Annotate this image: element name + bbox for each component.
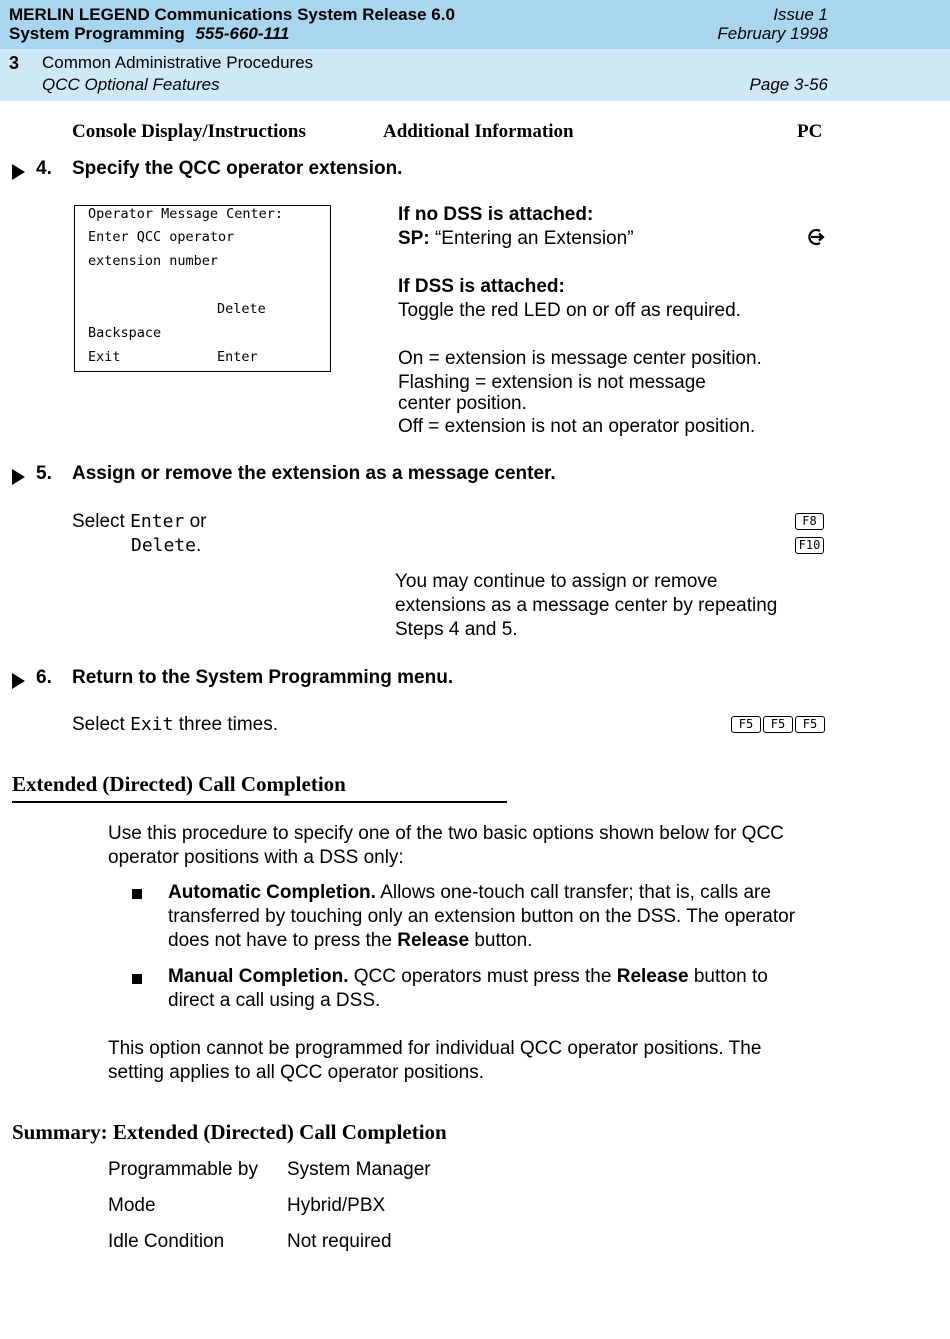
step-arrow-icon xyxy=(12,469,25,485)
step5-number: 5. xyxy=(36,463,52,484)
extended-note-2: setting applies to all QCC operator positions. xyxy=(108,1062,484,1083)
led-flashing-text-2: center position. xyxy=(398,393,527,414)
enter-option[interactable]: Enter xyxy=(130,511,185,532)
extended-note-1: This option cannot be programmed for individual QCC operator positions. The xyxy=(108,1038,762,1059)
doc-subtitle xyxy=(9,24,289,44)
chapter-number: 3 xyxy=(9,53,20,73)
step5-note-2: extensions as a message center by repeating xyxy=(395,595,778,616)
step4-title: Specify the QCC operator extension. xyxy=(72,158,403,179)
led-off-text: Off = extension is not an operator position. xyxy=(398,416,756,437)
auto-completion-line1 xyxy=(168,881,771,905)
console-display-screen xyxy=(74,205,331,372)
sp-reference xyxy=(398,227,634,251)
step-arrow-icon xyxy=(12,164,25,180)
screen-backspace-option[interactable]: Backspace xyxy=(88,325,162,341)
column-console-heading: Console Display/Instructions xyxy=(72,121,306,142)
screen-line3: extension number xyxy=(88,253,219,269)
auto-completion-text3a: does not have to press the xyxy=(168,930,392,951)
summary-label: Programmable by xyxy=(108,1159,258,1180)
chapter-title: Common Administrative Procedures xyxy=(42,53,314,72)
step6-number: 6. xyxy=(36,667,52,688)
period: . xyxy=(196,535,202,556)
f5-key[interactable]: F5 xyxy=(795,716,825,733)
led-on-text: On = extension is message center position. xyxy=(398,348,762,369)
summary-label: Mode xyxy=(108,1195,156,1216)
extended-intro-1: Use this procedure to specify one of the two basic options shown below for QCC xyxy=(108,823,784,844)
sp-label: SP: xyxy=(398,228,430,249)
auto-completion-text2: transferred by touching only an extension button on the DSS. The operator xyxy=(168,906,796,927)
dss-heading: If DSS is attached: xyxy=(398,276,565,297)
screen-delete-option[interactable]: Delete xyxy=(217,301,266,317)
exit-option[interactable]: Exit xyxy=(130,714,174,735)
or-word: or xyxy=(189,511,207,532)
release-button-term: Release xyxy=(616,966,689,987)
summary-heading: Summary: Extended (Directed) Call Completion xyxy=(12,1120,447,1144)
manual-completion-text1b: button to xyxy=(693,966,768,987)
step4-number: 4. xyxy=(36,158,52,179)
step-arrow-icon xyxy=(12,673,25,689)
sp-text: “Entering an Extension” xyxy=(434,228,634,249)
step5-title: Assign or remove the extension as a message center. xyxy=(72,463,556,484)
screen-exit-option[interactable]: Exit xyxy=(88,349,121,365)
screen-line2: Enter QCC operator xyxy=(88,229,235,245)
manual-completion-line1 xyxy=(168,965,768,989)
auto-completion-text1: Allows one-touch call transfer; that is, calls are xyxy=(380,882,771,903)
page-number: Page 3-56 xyxy=(749,75,828,94)
step5-note-3: Steps 4 and 5. xyxy=(395,619,518,640)
doc-title: MERLIN LEGEND Communications System Release 6.0 xyxy=(9,5,455,24)
f5-key[interactable]: F5 xyxy=(731,716,761,733)
select-word: Select xyxy=(72,511,125,532)
f10-key[interactable]: F10 xyxy=(795,537,824,554)
f5-key[interactable]: F5 xyxy=(763,716,793,733)
doc-subtitle-text: System Programming xyxy=(9,24,185,43)
manual-completion-text1a: QCC operators must press the xyxy=(353,966,612,987)
auto-completion-text3b: button. xyxy=(474,930,533,951)
dss-text: Toggle the red LED on or off as required. xyxy=(398,300,741,321)
summary-value: Hybrid/PBX xyxy=(287,1195,386,1216)
manual-completion-term: Manual Completion. xyxy=(168,966,349,987)
release-button-term: Release xyxy=(397,930,470,951)
step6-title: Return to the System Programming menu. xyxy=(72,667,454,688)
auto-completion-term: Automatic Completion. xyxy=(168,882,376,903)
doc-number: 555-660-111 xyxy=(195,24,290,43)
column-additional-heading: Additional Information xyxy=(383,121,574,142)
select-word: Select xyxy=(72,714,125,735)
column-pc-heading: PC xyxy=(797,121,823,142)
bullet-icon xyxy=(132,889,142,899)
section-title: QCC Optional Features xyxy=(42,75,220,94)
screen-enter-option[interactable]: Enter xyxy=(217,349,258,365)
summary-label: Idle Condition xyxy=(108,1231,225,1252)
screen-line1: Operator Message Center: xyxy=(88,206,284,222)
summary-value: System Manager xyxy=(287,1159,431,1180)
speech-processor-icon xyxy=(806,227,826,247)
no-dss-heading: If no DSS is attached: xyxy=(398,204,594,225)
extended-intro-2: operator positions with a DSS only: xyxy=(108,847,404,868)
led-flashing-text-1: Flashing = extension is not message xyxy=(398,372,706,393)
f8-key[interactable]: F8 xyxy=(795,513,824,530)
section-rule xyxy=(12,801,507,803)
step5-note-1: You may continue to assign or remove xyxy=(395,571,718,592)
issue-label: Issue 1 xyxy=(773,5,828,24)
step5-select-line xyxy=(72,510,206,534)
auto-completion-line3 xyxy=(168,929,532,953)
issue-date: February 1998 xyxy=(717,24,828,43)
times-text: three times. xyxy=(178,714,278,735)
delete-option[interactable]: Delete xyxy=(131,535,197,556)
step5-delete-line xyxy=(131,534,201,558)
extended-section-heading: Extended (Directed) Call Completion xyxy=(12,772,346,796)
summary-value: Not required xyxy=(287,1231,392,1252)
bullet-icon xyxy=(132,974,142,984)
step6-select-line xyxy=(72,713,278,737)
manual-completion-text2: direct a call using a DSS. xyxy=(168,990,381,1011)
